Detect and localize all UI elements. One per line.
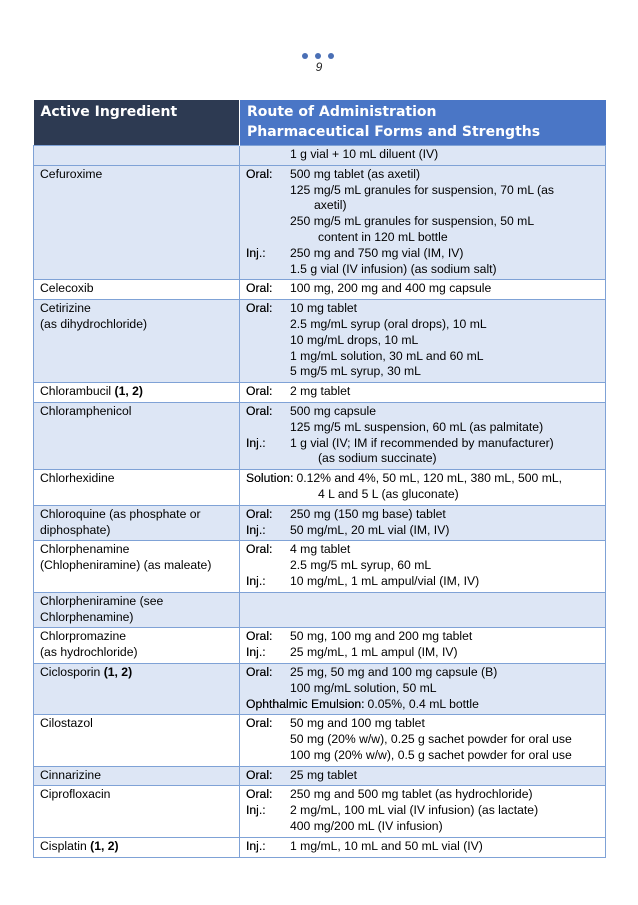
ingredient-name: Cinnarizine xyxy=(40,767,101,782)
ingredient-name: Chlorpheniramine (see xyxy=(40,593,164,608)
form-line xyxy=(246,487,599,503)
form-text: 100 mg (20% w/w), 0.5 g sachet powder for oral use xyxy=(290,747,572,762)
form-line xyxy=(246,183,599,199)
ingredient-note: (1, 2) xyxy=(90,838,119,853)
drug-formulary-table xyxy=(33,100,606,858)
form-line xyxy=(246,420,599,436)
ingredient-name-cont: (Chlopheniramine) (as maleate) xyxy=(40,558,212,573)
ingredient-name: Chlorhexidine xyxy=(40,471,115,486)
route-label: Solution: xyxy=(246,471,294,486)
ornament-dot xyxy=(315,53,321,59)
form-line xyxy=(246,167,599,183)
form-text: 500 mg capsule xyxy=(290,403,377,418)
form-text: 1 mg/mL, 10 mL and 50 mL vial (IV) xyxy=(290,838,483,853)
route-label: Oral: xyxy=(246,664,273,679)
form-line xyxy=(246,246,599,262)
form-text: 0.05%, 0.4 mL bottle xyxy=(367,696,479,711)
route-label: Inj.: xyxy=(246,838,266,853)
ingredient-name: Ciprofloxacin xyxy=(40,787,111,802)
form-line xyxy=(246,451,599,467)
route-forms-cell xyxy=(240,766,606,786)
form-line xyxy=(246,436,599,452)
ingredient-name: Chlorpromazine xyxy=(40,629,127,644)
ingredient-name: Celecoxib xyxy=(40,281,94,296)
route-forms-cell xyxy=(240,663,606,714)
ornament-dot xyxy=(328,53,334,59)
ingredient-name: Chlorambucil xyxy=(40,384,112,399)
ingredient-name: Cilostazol xyxy=(40,716,93,731)
route-label: Oral: xyxy=(246,166,273,181)
form-line xyxy=(246,574,599,590)
form-text: content in 120 mL bottle xyxy=(318,229,448,244)
form-line xyxy=(246,819,599,835)
form-line xyxy=(246,716,599,732)
form-line xyxy=(246,803,599,819)
header-active-ingredient: Active Ingredient xyxy=(34,100,240,146)
form-text: 10 mg tablet xyxy=(290,301,358,316)
form-text: 0.12% and 4%, 50 mL, 120 mL, 380 mL, 500 mL, xyxy=(296,471,563,486)
route-forms-cell xyxy=(240,715,606,766)
form-line xyxy=(246,384,599,400)
table-row xyxy=(34,541,606,592)
form-line xyxy=(246,230,599,246)
ingredient-name-cont: (as dihydrochloride) xyxy=(40,316,148,331)
form-line xyxy=(246,301,599,317)
form-line xyxy=(246,748,599,764)
form-text: 100 mg/mL solution, 50 mL xyxy=(290,680,437,695)
form-text: 50 mg/mL, 20 mL vial (IM, IV) xyxy=(290,522,450,537)
active-ingredient-cell xyxy=(34,837,240,857)
form-line xyxy=(246,681,599,697)
form-line xyxy=(246,768,599,784)
table-row xyxy=(34,280,606,300)
form-text: 125 mg/5 mL granules for suspension, 70 mL (as xyxy=(290,182,554,197)
form-text: 125 mg/5 mL suspension, 60 mL (as palmitate) xyxy=(290,419,544,434)
table-row xyxy=(34,837,606,857)
form-line xyxy=(246,507,599,523)
ingredient-name: Cefuroxime xyxy=(40,166,103,181)
header-route-forms xyxy=(240,100,606,146)
form-line xyxy=(246,404,599,420)
form-line xyxy=(246,839,599,855)
form-line xyxy=(246,558,599,574)
table-row xyxy=(34,165,606,280)
form-line xyxy=(246,471,599,487)
header-forms-label: Pharmaceutical Forms and Strengths xyxy=(247,124,541,140)
form-text: 5 mg/5 mL syrup, 30 mL xyxy=(290,364,421,379)
ingredient-name: Cisplatin xyxy=(40,838,87,853)
table-row xyxy=(34,628,606,664)
form-line xyxy=(246,349,599,365)
form-text: 250 mg/5 mL granules for suspension, 50 mL xyxy=(290,214,535,229)
ingredient-name: Cetirizine xyxy=(40,301,91,316)
route-forms-cell xyxy=(240,383,606,403)
route-forms-cell xyxy=(240,541,606,592)
form-line xyxy=(246,787,599,803)
route-label: Inj.: xyxy=(246,522,266,537)
form-line xyxy=(246,198,599,214)
form-text: 50 mg (20% w/w), 0.25 g sachet powder for oral use xyxy=(290,732,572,747)
form-text: 25 mg tablet xyxy=(290,767,358,782)
form-text: 25 mg, 50 mg and 100 mg capsule (B) xyxy=(290,664,498,679)
form-text: 250 mg and 750 mg vial (IM, IV) xyxy=(290,245,464,260)
active-ingredient-cell xyxy=(34,402,240,469)
ingredient-name-cont: Chlorphenamine) xyxy=(40,609,134,624)
route-label: Oral: xyxy=(246,787,273,802)
table-row xyxy=(34,505,606,541)
form-line xyxy=(246,364,599,380)
active-ingredient-cell xyxy=(34,541,240,592)
form-text: 500 mg tablet (as axetil) xyxy=(290,166,421,181)
form-line xyxy=(246,262,599,278)
form-text: 50 mg and 100 mg tablet xyxy=(290,716,425,731)
page-number: 9 xyxy=(315,60,323,74)
route-label: Oral: xyxy=(246,716,273,731)
table-row xyxy=(34,715,606,766)
form-text: 2 mg/mL, 100 mL vial (IV infusion) (as lactate) xyxy=(290,803,539,818)
active-ingredient-cell xyxy=(34,505,240,541)
form-text: 4 L and 5 L (as gluconate) xyxy=(318,486,459,501)
route-label: Oral: xyxy=(246,403,273,418)
route-label: Inj.: xyxy=(246,803,266,818)
form-line xyxy=(246,147,599,163)
table-body xyxy=(34,146,606,858)
form-text: 4 mg tablet xyxy=(290,542,351,557)
form-text: (as sodium succinate) xyxy=(318,451,437,466)
form-text: 2.5 mg/mL syrup (oral drops), 10 mL xyxy=(290,316,487,331)
form-text: 250 mg (150 mg base) tablet xyxy=(290,506,446,521)
route-label: Inj.: xyxy=(246,245,266,260)
route-label: Oral: xyxy=(246,629,273,644)
route-label: Oral: xyxy=(246,506,273,521)
ingredient-note: (1, 2) xyxy=(103,664,133,679)
form-text: 50 mg, 100 mg and 200 mg tablet xyxy=(290,629,473,644)
active-ingredient-cell xyxy=(34,146,240,166)
route-label: Ophthalmic Emulsion: xyxy=(246,696,365,711)
active-ingredient-cell xyxy=(34,766,240,786)
active-ingredient-cell xyxy=(34,786,240,837)
route-forms-cell xyxy=(240,300,606,383)
form-text: 400 mg/200 mL (IV infusion) xyxy=(290,819,443,834)
form-text: 1 mg/mL solution, 30 mL and 60 mL xyxy=(290,348,484,363)
route-label: Oral: xyxy=(246,542,273,557)
form-line xyxy=(246,317,599,333)
table-row xyxy=(34,786,606,837)
form-text: 2.5 mg/5 mL syrup, 60 mL xyxy=(290,558,432,573)
active-ingredient-cell xyxy=(34,165,240,280)
route-label: Inj.: xyxy=(246,435,266,450)
table-row xyxy=(34,300,606,383)
ingredient-name: Ciclosporin xyxy=(40,664,101,679)
table-row xyxy=(34,766,606,786)
route-forms-cell xyxy=(240,628,606,664)
form-text: 1 g vial + 10 mL diluent (IV) xyxy=(290,147,439,161)
form-line xyxy=(246,697,599,713)
form-line xyxy=(246,645,599,661)
active-ingredient-cell xyxy=(34,470,240,506)
active-ingredient-cell xyxy=(34,715,240,766)
active-ingredient-cell xyxy=(34,383,240,403)
ingredient-name: Chloramphenicol xyxy=(40,403,132,418)
active-ingredient-cell xyxy=(34,300,240,383)
table-header-row xyxy=(34,100,606,146)
form-text: 100 mg, 200 mg and 400 mg capsule xyxy=(290,281,492,296)
form-line xyxy=(246,333,599,349)
form-text: 1 g vial (IV; IM if recommended by manufacturer) xyxy=(290,435,554,450)
active-ingredient-cell xyxy=(34,592,240,628)
route-forms-cell xyxy=(240,786,606,837)
route-label: Inj.: xyxy=(246,573,266,588)
form-line xyxy=(246,665,599,681)
table-row xyxy=(34,402,606,469)
ornament-dot xyxy=(302,53,308,59)
ingredient-name: Chlorphenamine xyxy=(40,542,130,557)
ingredient-name: Chloroquine (as phosphate or xyxy=(40,506,201,521)
route-forms-cell xyxy=(240,592,606,628)
route-forms-cell xyxy=(240,280,606,300)
ingredient-name-cont: diphosphate) xyxy=(40,522,111,537)
header-route-label: Route of Administration xyxy=(247,104,437,120)
form-line xyxy=(246,281,599,297)
form-text: 250 mg and 500 mg tablet (as hydrochloride) xyxy=(290,787,533,802)
form-line xyxy=(246,732,599,748)
form-line xyxy=(246,542,599,558)
active-ingredient-cell xyxy=(34,280,240,300)
table-row xyxy=(34,383,606,403)
form-line xyxy=(246,523,599,539)
route-forms-cell xyxy=(240,402,606,469)
form-text: 10 mg/mL, 1 mL ampul/vial (IM, IV) xyxy=(290,573,480,588)
route-forms-cell xyxy=(240,146,606,166)
form-text: 1.5 g vial (IV infusion) (as sodium salt) xyxy=(290,261,497,276)
ingredient-name-cont: (as hydrochloride) xyxy=(40,645,138,660)
route-label: Oral: xyxy=(246,767,273,782)
form-text: axetil) xyxy=(314,198,347,213)
table-row xyxy=(34,592,606,628)
active-ingredient-cell xyxy=(34,628,240,664)
active-ingredient-cell xyxy=(34,663,240,714)
route-label: Oral: xyxy=(246,384,273,399)
route-forms-cell xyxy=(240,505,606,541)
table-row xyxy=(34,470,606,506)
route-forms-cell xyxy=(240,470,606,506)
route-label: Oral: xyxy=(246,301,273,316)
form-text: 2 mg tablet xyxy=(290,384,351,399)
table-row xyxy=(34,663,606,714)
route-forms-cell xyxy=(240,165,606,280)
route-label: Inj.: xyxy=(246,645,266,660)
route-forms-cell xyxy=(240,837,606,857)
form-line xyxy=(246,214,599,230)
ingredient-note: (1, 2) xyxy=(114,384,143,399)
form-text: 25 mg/mL, 1 mL ampul (IM, IV) xyxy=(290,645,458,660)
route-label: Oral: xyxy=(246,281,273,296)
table-row xyxy=(34,146,606,166)
form-text: 10 mg/mL drops, 10 mL xyxy=(290,332,419,347)
form-line xyxy=(246,629,599,645)
